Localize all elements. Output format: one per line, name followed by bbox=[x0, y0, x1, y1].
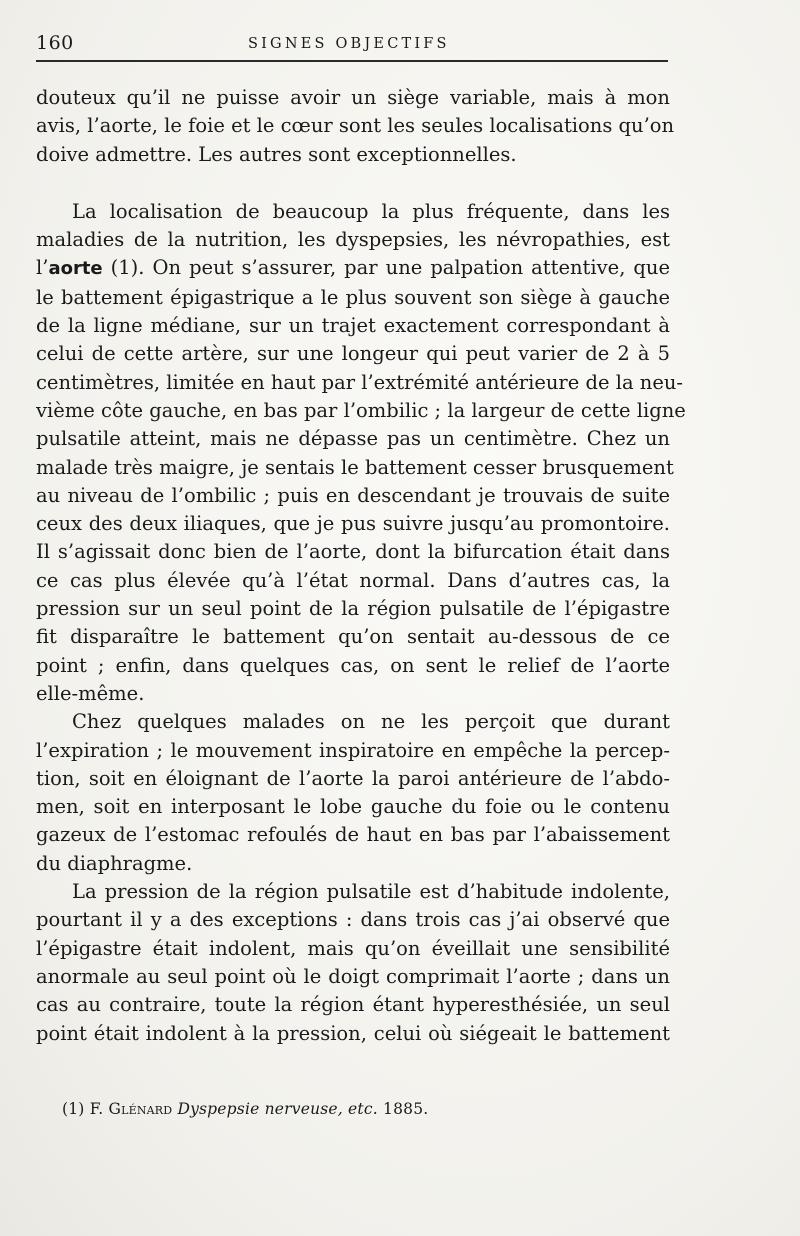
text-line: cas au contraire, toute la région étant hyperesthésiée, un seul bbox=[36, 993, 670, 1017]
page-header bbox=[36, 28, 668, 58]
footnote-marker: (1) bbox=[62, 1100, 85, 1118]
text-line: men, soit en interposant le lobe gauche du foie ou le contenu bbox=[36, 795, 670, 819]
text-line: de la ligne médiane, sur un trajet exactement correspondant à bbox=[36, 314, 670, 338]
page-number: 160 bbox=[36, 32, 74, 54]
text-line: du diaphragme. bbox=[36, 851, 193, 875]
text-after-bold: (1). On peut s’assurer, par une palpation attentive, que bbox=[102, 256, 670, 280]
paragraph-1 bbox=[36, 84, 675, 169]
text-line: La localisation de beaucoup la plus fréquente, dans les bbox=[72, 199, 670, 223]
paragraph-gap bbox=[36, 169, 670, 198]
text-line: avis, l’aorte, le foie et le cœur sont les seules localisations qu’on bbox=[36, 114, 675, 138]
text-line: Il s’agissait donc bien de l’aorte, dont la bifurcation était dans bbox=[36, 540, 670, 564]
text-line: gazeux de l’estomac refoulés de haut en bas par l’abaissement bbox=[36, 823, 670, 847]
footnote-author: F. Glénard bbox=[89, 1100, 173, 1118]
text-line: pourtant il y a des exceptions : dans trois cas j’ai observé que bbox=[36, 908, 670, 932]
text-line: le battement épigastrique a le plus souvent son siège à gauche bbox=[36, 285, 670, 309]
text-line: point était indolent à la pression, celui où siégeait le battement bbox=[36, 1021, 670, 1045]
footnote bbox=[62, 1100, 662, 1118]
text-line: l’épigastre était indolent, mais qu’on éveillait une sensibilité bbox=[36, 936, 670, 960]
bold-term-aorte: aorte bbox=[48, 258, 103, 280]
text-line: vième côte gauche, en bas par l’ombilic ; la largeur de cette ligne bbox=[36, 398, 686, 422]
running-head: SIGNES OBJECTIFS bbox=[248, 36, 450, 52]
text-line: pulsatile atteint, mais ne dépasse pas un centimètre. Chez un bbox=[36, 427, 670, 451]
text-line: au niveau de l’ombilic ; puis en descendant je trouvais de suite bbox=[36, 483, 670, 507]
text-line: point ; enfin, dans quelques cas, on sent le relief de l’aorte bbox=[36, 653, 670, 677]
text-line: centimètres, limitée en haut par l’extrémité antérieure de la neu- bbox=[36, 370, 684, 394]
footnote-title: Dyspepsie nerveuse, etc. bbox=[177, 1100, 378, 1118]
text-line: anormale au seul point où le doigt comprimait l’aorte ; dans un bbox=[36, 964, 670, 988]
text-line: douteux qu’il ne puisse avoir un siège variable, mais à mon bbox=[36, 86, 670, 109]
text-line: l’expiration ; le mouvement inspiratoire en empêche la percep- bbox=[36, 738, 670, 762]
text-line: pression sur un seul point de la région pulsatile de l’épigastre bbox=[36, 597, 670, 621]
paragraph-2 bbox=[36, 198, 686, 708]
header-rule bbox=[36, 60, 668, 62]
paragraph-4 bbox=[36, 878, 670, 1048]
text-line: fit disparaître le battement qu’on sentait au-dessous de ce bbox=[36, 625, 670, 649]
body-text bbox=[36, 84, 686, 1048]
text-line: Chez quelques malades on ne les perçoit que durant bbox=[72, 710, 670, 734]
text-line: doive admettre. Les autres sont exceptionnelles. bbox=[36, 142, 517, 166]
bold-prefix: l’ bbox=[36, 256, 49, 280]
text-line: La pression de la région pulsatile est d’habitude indolente, bbox=[72, 880, 670, 904]
paragraph-3 bbox=[36, 708, 670, 878]
text-line: malade très maigre, je sentais le battement cesser brusquement bbox=[36, 455, 674, 479]
text-line-with-bold bbox=[36, 254, 670, 283]
text-line: ce cas plus élevée qu’à l’état normal. Dans d’autres cas, la bbox=[36, 568, 670, 592]
footnote-year: 1885. bbox=[383, 1100, 429, 1118]
text-line: maladies de la nutrition, les dyspepsies, les névropathies, est bbox=[36, 228, 670, 252]
text-line: celui de cette artère, sur une longeur qui peut varier de 2 à 5 bbox=[36, 342, 670, 366]
text-line: ceux des deux iliaques, que je pus suivre jusqu’au promontoire. bbox=[36, 512, 670, 536]
text-line: elle-même. bbox=[36, 681, 145, 705]
text-line: tion, soit en éloignant de l’aorte la paroi antérieure de l’abdo- bbox=[36, 766, 670, 790]
